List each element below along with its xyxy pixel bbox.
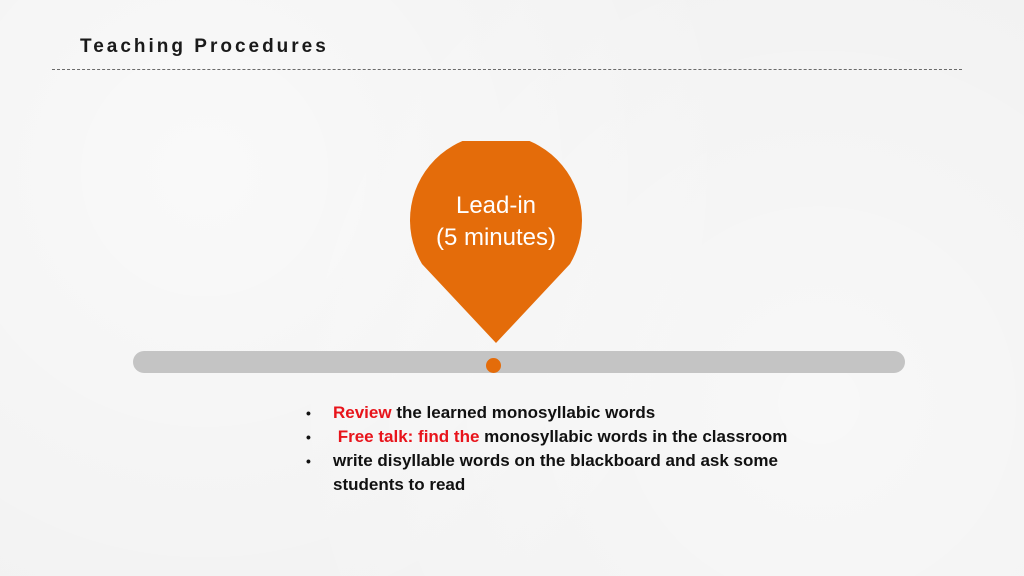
item-text: monosyllabic words in the classroom bbox=[479, 427, 788, 446]
bullet-icon: • bbox=[306, 405, 311, 421]
page-title: Teaching Procedures bbox=[80, 36, 329, 57]
bullet-icon: • bbox=[306, 429, 311, 445]
list-item bbox=[306, 401, 826, 425]
item-text: the learned monosyllabic words bbox=[391, 403, 656, 422]
list-item bbox=[306, 449, 826, 497]
milestone-title: Lead-in bbox=[455, 192, 537, 219]
milestone-label bbox=[410, 190, 582, 254]
timeline-marker bbox=[486, 358, 501, 373]
activity-list bbox=[306, 401, 826, 497]
milestone-duration: (5 minutes) bbox=[435, 224, 557, 251]
bullet-icon: • bbox=[306, 453, 311, 469]
item-text: write disyllable words on the blackboard and ask some students to read bbox=[333, 451, 778, 494]
highlight-text: Free talk: find the bbox=[333, 427, 480, 446]
timeline-track bbox=[133, 351, 905, 373]
highlight-text: Review bbox=[333, 403, 392, 422]
list-item bbox=[306, 425, 826, 449]
title-divider bbox=[52, 69, 962, 70]
